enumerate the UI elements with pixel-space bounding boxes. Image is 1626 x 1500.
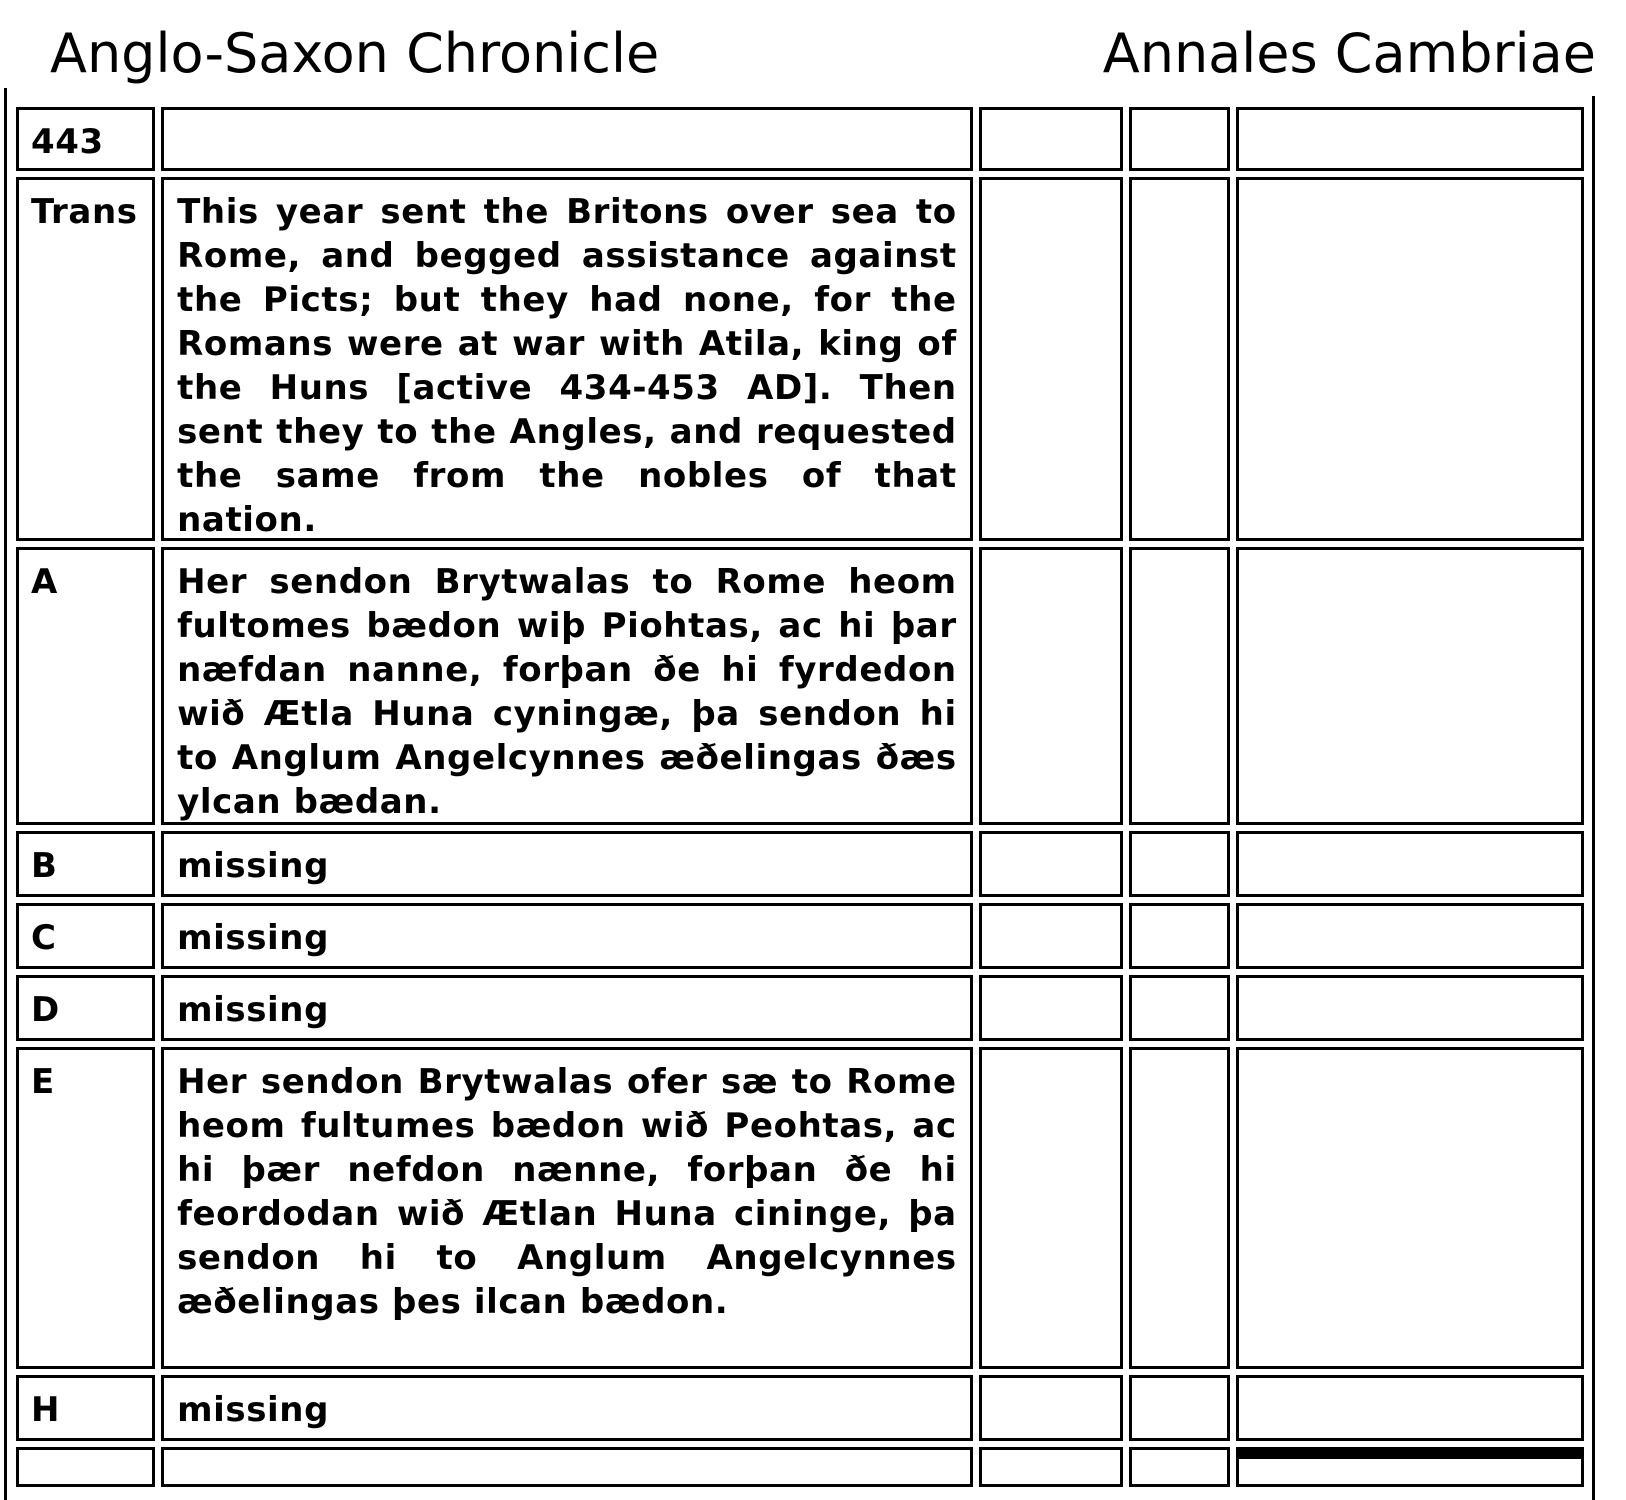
empty-cell (1129, 107, 1230, 171)
empty-cell (1236, 1375, 1584, 1441)
row-text: missing (161, 831, 973, 897)
table-row-a (16, 547, 1584, 825)
row-label: Trans (16, 177, 155, 541)
empty-cell (1236, 975, 1584, 1041)
empty-cell (979, 1447, 1123, 1487)
table-row-trans (16, 177, 1584, 541)
empty-cell (16, 1447, 155, 1487)
empty-cell (979, 107, 1123, 171)
empty-cell (1236, 107, 1584, 171)
empty-cell (1129, 903, 1230, 969)
table-row-d (16, 975, 1584, 1041)
empty-cell (979, 1375, 1123, 1441)
empty-cell (979, 547, 1123, 825)
row-text: This year sent the Britons over sea to Rome, and begged assistance against the Picts; but they had none, for the Romans were at war with Atila, king of the Huns [active 434-453 AD]. Then sent they to the Angles, and requested the same from the nobles of that nation. (161, 177, 973, 541)
empty-cell (161, 1447, 973, 1487)
empty-cell (1129, 975, 1230, 1041)
row-label: 443 (16, 107, 155, 171)
row-label: E (16, 1047, 155, 1369)
empty-cell (1236, 177, 1584, 541)
empty-cell (1129, 1047, 1230, 1369)
empty-cell (1236, 1447, 1584, 1487)
empty-cell (1129, 177, 1230, 541)
empty-cell (979, 831, 1123, 897)
annales-cambriae-title: Annales Cambriae (1102, 22, 1596, 85)
row-label: B (16, 831, 155, 897)
row-text: missing (161, 975, 973, 1041)
empty-cell (979, 177, 1123, 541)
empty-cell (979, 903, 1123, 969)
empty-cell (1129, 1447, 1230, 1487)
anglo-saxon-chronicle-title: Anglo-Saxon Chronicle (50, 22, 660, 85)
empty-cell (1236, 547, 1584, 825)
page-frame-right-rule (1592, 96, 1595, 1500)
table-row-c (16, 903, 1584, 969)
empty-cell (1129, 831, 1230, 897)
empty-cell (1129, 1375, 1230, 1441)
chronicle-table (16, 107, 1584, 1493)
row-text: missing (161, 903, 973, 969)
row-text: missing (161, 1375, 973, 1441)
table-row-h (16, 1375, 1584, 1441)
row-label: C (16, 903, 155, 969)
row-text: Her sendon Brytwalas to Rome heom fultomes bædon wiþ Piohtas, ac hi þar næfdan nanne, forþan ðe hi fyrdedon wið Ætla Huna cyningæ, þa sendon hi to Anglum Angelcynnes æðelingas ðæs ylcan bædan. (161, 547, 973, 825)
row-label: D (16, 975, 155, 1041)
empty-cell (979, 1047, 1123, 1369)
empty-cell (979, 975, 1123, 1041)
row-label: H (16, 1375, 155, 1441)
row-text: Her sendon Brytwalas ofer sæ to Rome heom fultumes bædon wið Peohtas, ac hi þær nefdon nænne, forþan ðe hi feordodan wið Ætlan Huna cininge, þa sendon hi to Anglum Angelcynnes æðelingas þes ilcan bædon. (161, 1047, 973, 1369)
row-label: A (16, 547, 155, 825)
empty-cell (1236, 831, 1584, 897)
empty-cell (1236, 1047, 1584, 1369)
empty-cell (1236, 903, 1584, 969)
row-text (161, 107, 973, 171)
table-row-e (16, 1047, 1584, 1369)
empty-cell (1129, 547, 1230, 825)
page-frame-left-rule (4, 88, 7, 1500)
table-row-443 (16, 107, 1584, 171)
table-row-b (16, 831, 1584, 897)
table-row-partial (16, 1447, 1584, 1487)
